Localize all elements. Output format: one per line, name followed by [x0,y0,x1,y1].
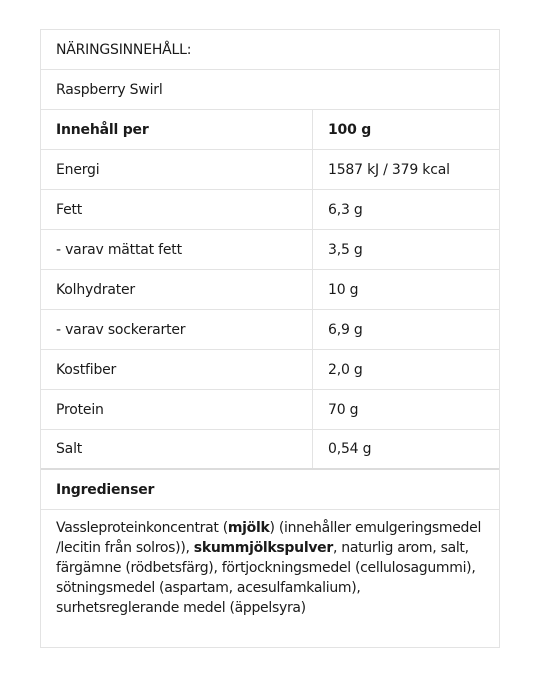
nutrient-value: 3,5 g [328,241,363,258]
nutrient-value: 0,54 g [328,441,372,457]
table-row [41,150,499,190]
nutrient-value: 70 g [328,401,359,418]
nutrient-value: 1587 kJ / 379 kcal [328,161,450,178]
nutrient-value: 6,9 g [328,321,363,338]
ingredient-text: ) (innehåller emulgeringsmedel /lecitin från solros)), [56,520,482,556]
nutrient-value: 6,3 g [328,201,363,218]
nutrient-label: - varav sockerarter [41,310,313,349]
table-row [41,270,499,310]
allergen-text: skummjölkspulver [193,540,333,556]
nutrient-label: Protein [41,390,313,429]
nutrient-label: Kostfiber [41,350,313,389]
nutrient-label: Kolhydrater [41,270,313,309]
table-row [41,310,499,350]
nutrient-label: - varav mättat fett [41,230,313,269]
nutrient-label: Salt [41,430,313,468]
nutrient-value: 10 g [328,281,359,298]
nutrition-table-body [41,150,499,470]
table-row [41,390,499,430]
table-row [41,190,499,230]
table-row [41,230,499,270]
allergen-text: mjölk [227,520,270,536]
ingredient-text: , naturlig arom, salt, färgämne (rödbetsfärg), förtjockningsmedel (cellulosagummi), sötningsmedel (aspartam, acesulfamkalium), surhetsreglerande medel (äppelsyra) [56,540,476,616]
table-row [41,350,499,390]
nutrient-value: 2,0 g [328,361,363,378]
table-row [41,430,499,470]
nutrition-panel [40,29,500,648]
ingredients-text [41,510,499,647]
header-label: Innehåll per [41,110,313,149]
nutrient-label: Energi [41,150,313,189]
ingredients-title: Ingredienser [41,470,499,510]
nutrient-label: Fett [41,190,313,229]
product-name: Raspberry Swirl [41,70,499,110]
ingredient-text: Vassleproteinkoncentrat ( [56,520,228,536]
nutrition-table-header [41,110,499,150]
header-value: 100 g [328,121,372,138]
section-title: NÄRINGSINNEHÅLL: [41,30,499,70]
